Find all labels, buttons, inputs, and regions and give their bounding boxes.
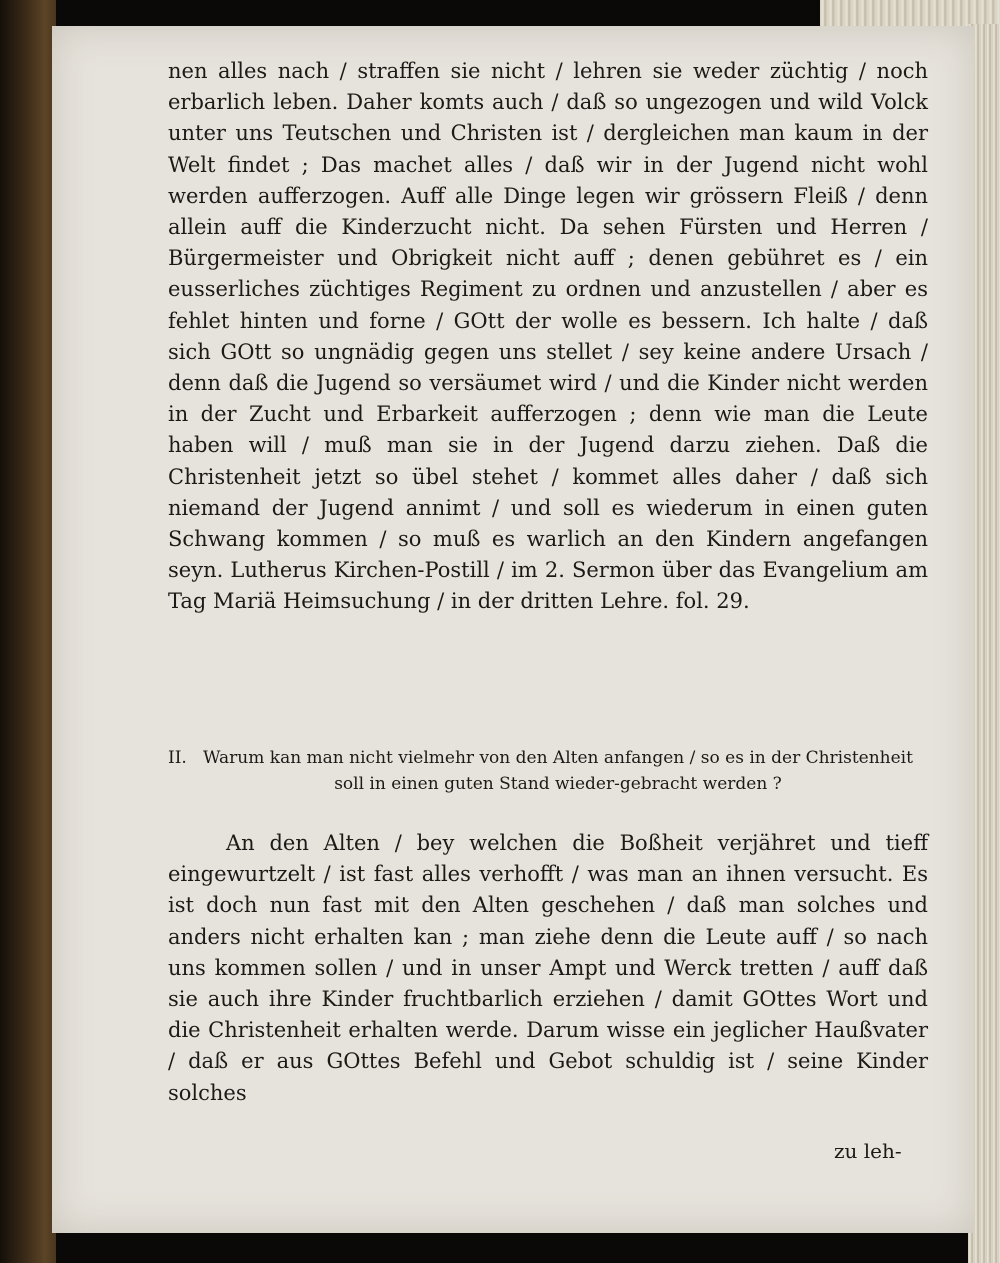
text-block — [168, 56, 928, 1163]
question-number: II. — [168, 748, 187, 768]
paragraph-luther-quote: nen alles nach / straffen sie nicht / lehren sie weder züchtig / noch erbarlich leben. Daher komts auch / daß so ungezogen und wild Volck unter uns Teutschen und Christen ist / dergleichen man kaum in der Welt findet ; Das machet alles / daß wir in der Jugend nicht wohl werden aufferzogen. Auff alle Dinge legen wir grössern Fleiß / denn allein auff die Kinderzucht nicht. Da sehen Fürsten und Herren / Bürgermeister und Obrigkeit nicht auff ; denen gebühret es / ein eusserliches züchtiges Regiment zu ordnen und anzustellen / aber es fehlet hinten und forne / GOtt der wolle es bessern. Ich halte / daß sich GOtt so ungnädig gegen uns stellet / sey keine andere Ursach / denn daß die Jugend so versäumet wird / und die Kinder nicht werden in der Zucht und Erbarkeit aufferzogen ; denn wie man die Leute haben will / muß man sie in der Jugend darzu ziehen. Daß die Christenheit jetzt so übel stehet / kommet alles daher / daß sich niemand der Jugend annimt / und soll es wiederum in einen guten Schwang kommen / so muß es warlich an den Kindern angefangen seyn. Lutherus Kirchen-Postill / im 2. Sermon über das Evangelium am Tag Mariä Heimsuchung / in der dritten Lehre. fol. 29. — [168, 59, 928, 614]
paragraph-answer: An den Alten / bey welchen die Boßheit verjähret und tieff eingewurtzelt / ist fast alles verhofft / was man an ihnen versucht. Es ist doch nun fast mit den Alten geschehen / daß man solches und anders nicht erhalten kan ; man ziehe denn die Leute auff / so nach uns kommen sollen / und in unser Ampt und Werck tretten / auff daß sie auch ihre Kinder fruchtbarlich erziehen / damit GOttes Wort und die Christenheit erhalten werde. Darum wisse ein jeglicher Haußvater / daß er aus GOttes Befehl und Gebot schuldig ist / seine Kinder solches — [168, 831, 928, 1105]
question-text: Warum kan man nicht vielmehr von den Alten anfangen / so es in der Christenheit soll in einen guten Stand wieder-gebracht werden ? — [203, 748, 913, 794]
catchword: zu leh- — [834, 1139, 902, 1163]
book-cover-left — [0, 0, 56, 1263]
paper-page — [52, 26, 974, 1233]
